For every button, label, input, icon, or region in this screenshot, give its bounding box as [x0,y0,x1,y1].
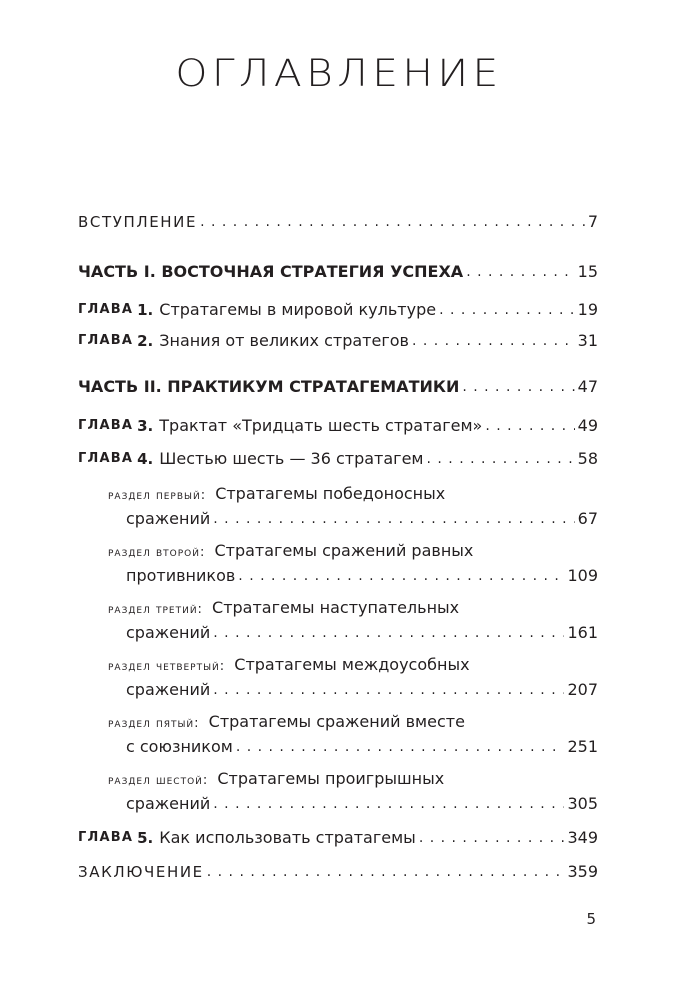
toc-section-3-line2[interactable] [126,623,598,643]
entry-page: 161 [567,623,598,642]
dot-leader [236,737,565,757]
entry-page: 15 [577,262,598,281]
page-title: ОГЛАВЛЕНИЕ [175,52,503,95]
page-number: 5 [586,910,596,928]
section-title-line2: сражений [126,794,211,813]
section-title-line1: Стратагемы победоносных [215,484,446,503]
chapter-label: ГЛАВА [78,302,134,317]
toc-section-1-line1[interactable] [108,484,445,506]
entry-page: 349 [567,828,598,847]
toc-entry-part-2[interactable] [78,377,598,397]
section-title-line1: Стратагемы проигрышных [217,769,445,788]
section-label: раздел второй: [108,545,206,560]
section-title-line1: Стратагемы междоусобных [234,655,470,674]
section-label: раздел пятый: [108,716,200,731]
entry-title: ЗАКЛЮЧЕНИЕ [78,863,204,881]
toc-section-2-line2[interactable] [126,566,598,586]
entry-title: ЧАСТЬ II. ПРАКТИКУМ СТРАТАГЕМАТИКИ [78,377,460,396]
dot-leader [238,566,564,586]
entry-title: Трактат «Тридцать шесть стратагем» [159,416,483,435]
entry-page: 109 [567,566,598,585]
entry-title: Знания от великих стратегов [159,331,409,350]
toc-section-2-line1[interactable] [108,541,473,563]
section-title-line1: Стратагемы наступательных [212,598,460,617]
entry-page: 7 [587,212,598,231]
chapter-label: ГЛАВА [78,418,134,433]
toc-section-5-line2[interactable] [126,737,598,757]
chapter-number: 1. [137,301,154,319]
toc-section-4-line1[interactable] [108,655,470,677]
toc-entry-chapter-1[interactable] [78,300,598,320]
section-label: раздел первый: [108,488,207,503]
toc-entry-outro[interactable] [78,862,598,882]
toc-section-3-line1[interactable] [108,598,459,620]
entry-page: 359 [567,862,598,881]
chapter-number: 5. [137,829,154,847]
toc-entry-intro[interactable] [78,212,598,232]
dot-leader [466,262,574,282]
section-title-line2: сражений [126,509,211,528]
dot-leader [213,680,564,700]
dot-leader [439,300,575,320]
entry-page: 305 [567,794,598,813]
entry-title: Шестью шесть — 36 стратагем [159,449,424,468]
entry-page: 47 [577,377,598,396]
entry-page: 207 [567,680,598,699]
dot-leader [419,828,565,848]
toc-entry-part-1[interactable] [78,262,598,282]
toc-entry-chapter-3[interactable] [78,416,598,436]
dot-leader [485,416,574,436]
entry-page: 67 [577,509,598,528]
chapter-number: 4. [137,450,154,468]
toc-section-6-line1[interactable] [108,769,444,791]
section-title-line2: противников [126,566,236,585]
dot-leader [427,449,575,469]
toc-section-5-line1[interactable] [108,712,465,734]
entry-title: Как использовать стратагемы [159,828,416,847]
chapter-label: ГЛАВА [78,451,134,466]
dot-leader [412,331,575,351]
section-label: раздел шестой: [108,773,209,788]
dot-leader [462,377,574,397]
toc-entry-chapter-4[interactable] [78,449,598,469]
dot-leader [213,509,574,529]
section-title-line2: сражений [126,623,211,642]
section-label: раздел четвертый: [108,659,226,674]
entry-page: 31 [577,331,598,350]
dot-leader [200,212,585,232]
toc-entry-chapter-2[interactable] [78,331,598,351]
chapter-number: 2. [137,332,154,350]
chapter-label: ГЛАВА [78,333,134,348]
toc-section-1-line2[interactable] [126,509,598,529]
section-title-line2: сражений [126,680,211,699]
entry-title: Стратагемы в мировой культуре [159,300,437,319]
entry-page: 19 [577,300,598,319]
entry-page: 251 [567,737,598,756]
toc-section-4-line2[interactable] [126,680,598,700]
toc-section-6-line2[interactable] [126,794,598,814]
entry-title: ЧАСТЬ I. ВОСТОЧНАЯ СТРАТЕГИЯ УСПЕХА [78,262,464,281]
chapter-label: ГЛАВА [78,830,134,845]
chapter-number: 3. [137,417,154,435]
entry-page: 49 [577,416,598,435]
toc-entry-chapter-5[interactable] [78,828,598,848]
dot-leader [213,794,564,814]
dot-leader [207,862,565,882]
section-title-line2: с союзником [126,737,233,756]
section-title-line1: Стратагемы сражений равных [214,541,474,560]
section-title-line1: Стратагемы сражений вместе [208,712,465,731]
section-label: раздел третий: [108,602,203,617]
entry-title: ВСТУПЛЕНИЕ [78,213,198,231]
dot-leader [213,623,564,643]
entry-page: 58 [577,449,598,468]
